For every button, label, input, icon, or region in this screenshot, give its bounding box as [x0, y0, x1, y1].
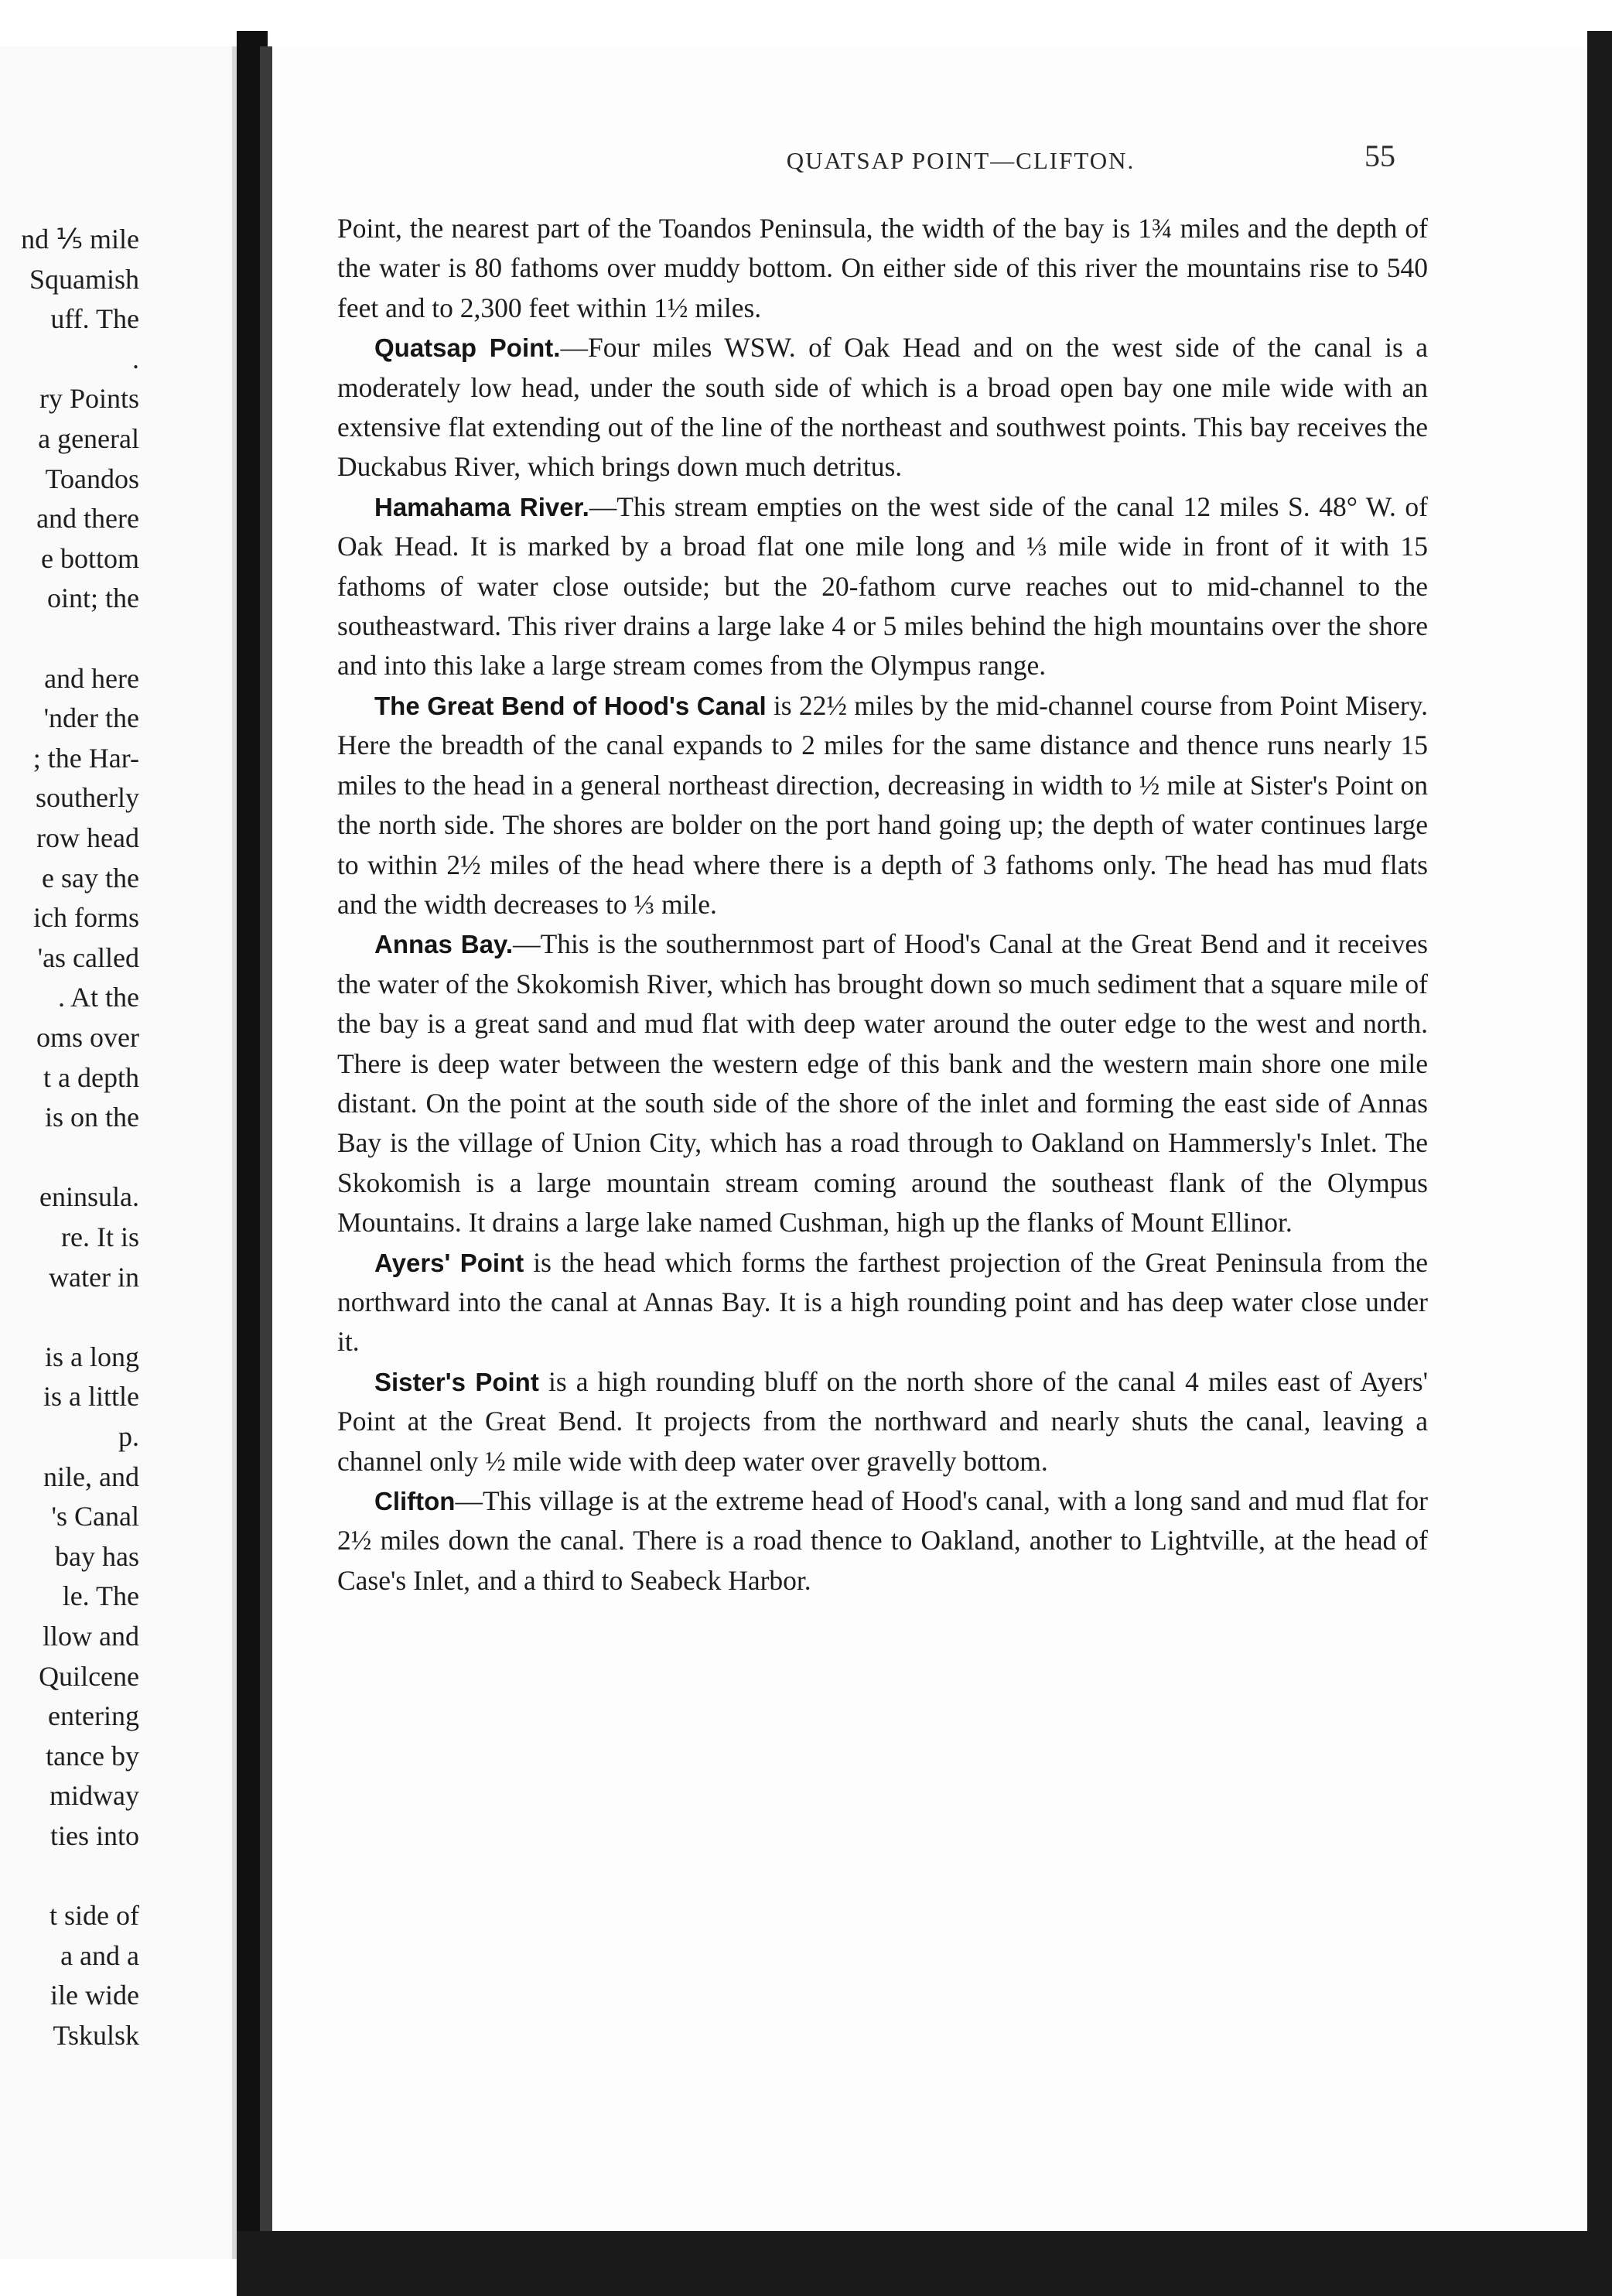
paragraph-ayers-point: [337, 1243, 1428, 1362]
bottom-scan-border: [237, 2231, 1612, 2296]
section-heading: Annas Bay.: [374, 930, 514, 959]
previous-page-line: Tskulsk: [53, 2020, 139, 2051]
binding-shadow: [260, 46, 272, 2259]
previous-page-line: entering: [48, 1700, 139, 1732]
paragraph-text: —Four miles WSW. of Oak Head and on the west side of the canal is a moderately low head, under the south side of which is a broad open bay one mile wide with an extensive flat extending out of the line of the northeast and southwest points. This bay receives the Duckabus River, which brings down much detritus.: [337, 332, 1428, 483]
previous-page-line: re. It is: [61, 1221, 139, 1252]
right-scan-border: [1587, 31, 1612, 2259]
previous-page-line: water in: [49, 1261, 139, 1293]
previous-page-line: is a little: [43, 1381, 139, 1413]
previous-page-line: t side of: [50, 1900, 139, 1932]
page-number: 55: [1364, 138, 1395, 173]
previous-page-line: bay has: [55, 1540, 139, 1572]
previous-page-line: nile, and: [43, 1461, 139, 1492]
previous-page-line: oint; the: [47, 583, 139, 614]
paragraph-text: is a high rounding bluff on the north shore of the canal 4 miles east of Ayers' Point at the Great Bend. It projects from the northward and nearly shuts the canal, leaving a channel only ½ mile wide with deep water over gravelly bottom.: [337, 1365, 1428, 1477]
paragraph-hamahama-river: [337, 487, 1428, 686]
previous-page-line: 'nder the: [43, 702, 139, 734]
running-head: QUATSAP POINT—CLIFTON.: [786, 147, 1136, 174]
paragraph-great-bend: [337, 686, 1428, 924]
body-text: [337, 209, 1428, 1601]
paragraph-quatsap-point: [337, 328, 1428, 487]
previous-page-line: southerly: [36, 782, 139, 814]
previous-page-line: row head: [36, 822, 139, 853]
paragraph-text: is the head which forms the farthest projection of the Great Peninsula from the northward into the canal at Annas Bay. It is a high rounding point and has deep water close under it.: [337, 1246, 1428, 1358]
previous-page-line: a general: [38, 423, 139, 454]
previous-page-line: . At the: [58, 982, 139, 1013]
previous-page-line: is on the: [45, 1102, 139, 1133]
paragraph-text: Point, the nearest part of the Toandos Peninsula, the width of the bay is 1¾ miles and the depth of the water is 80 fathoms over muddy bottom. On either side of this river the mountains rise to 540 feet and to 2,300 feet within 1½ miles.: [337, 213, 1428, 323]
previous-page-line: ; the Har-: [32, 742, 139, 774]
paragraph-text: —This stream empties on the west side of the canal 12 miles S. 48° W. of Oak Head. It is marked by a broad flat one mile long and ⅓ mile wide in front of it with 15 fathoms of water close outside; but the 20-fathom curve reaches out to mid-channel to the southeastward. This river drains a large lake 4 or 5 miles behind the high mountains over the shore and into this lake a large stream comes from the Olympus range.: [337, 490, 1428, 682]
paragraph-annas-bay: [337, 924, 1428, 1242]
previous-page-line: .: [132, 343, 139, 374]
previous-page-line: Quilcene: [39, 1660, 139, 1692]
section-heading: Hamahama River.: [374, 492, 589, 521]
previous-page-line: ry Points: [39, 383, 139, 415]
previous-page-line: uff. The: [50, 303, 139, 335]
section-heading: Quatsap Point.: [374, 333, 561, 363]
previous-page-line: 'as called: [37, 941, 139, 973]
section-heading: Sister's Point: [374, 1367, 539, 1396]
previous-page-line: a and a: [60, 1939, 139, 1971]
paragraph-clifton: [337, 1481, 1428, 1601]
previous-page-line: tance by: [46, 1740, 139, 1772]
previous-page-line: Squamish: [29, 263, 139, 295]
previous-page-line: e say the: [42, 862, 139, 893]
previous-page-line: ties into: [50, 1820, 139, 1851]
section-heading: Clifton: [374, 1487, 456, 1515]
paragraph-text: is 22½ miles by the mid-channel course from Point Misery. Here the breadth of the canal expands to 2 miles for the same distance and thence runs nearly 15 miles to the head in a general northeast direction, decreasing in width to ½ mile at Sister's Point on the north side. The shores are bolder on the port hand going up; the depth of water continues large to within 2½ miles of the head where there is a depth of 3 fathoms only. The head has mud flats and the width decreases to ⅓ mile.: [337, 689, 1428, 920]
previous-page-line: oms over: [36, 1022, 139, 1053]
paragraph-sisters-point: [337, 1362, 1428, 1481]
previous-page-line: and there: [36, 503, 139, 535]
previous-page-fragment: [0, 46, 237, 2259]
previous-page-line: is a long: [45, 1341, 139, 1372]
previous-page-line: eninsula.: [39, 1181, 139, 1213]
previous-page-line: t a depth: [43, 1061, 139, 1093]
paragraph-text: —This is the southernmost part of Hood's Canal at the Great Bend and it receives the water of the Skokomish River, which has brought down so much sediment that a square mile of the bay is a great sand and mud flat with deep water around the outer edge to the west and north. There is deep water between the western edge of this bank and the western main shore one mile distant. On the point at the south side of the shore of the inlet and forming the east side of Annas Bay is the village of Union City, which has a road through to Oakland on Hammersly's Inlet. The Skokomish is a large mountain stream coming around the southeast flank of the Olympus Mountains. It drains a large lake named Cushman, high up the flanks of Mount Ellinor.: [337, 928, 1428, 1239]
paragraph-text: —This village is at the extreme head of Hood's canal, with a long sand and mud flat for 2½ miles down the canal. There is a road thence to Oakland, another to Lightville, at the head of Case's Inlet, and a third to Seabeck Harbor.: [337, 1485, 1428, 1596]
paragraph-continuation: [337, 209, 1428, 328]
previous-page-line: and here: [44, 662, 139, 694]
previous-page-line: 's Canal: [51, 1501, 139, 1532]
previous-page-line: le. The: [62, 1580, 139, 1612]
previous-page-line: ile wide: [50, 1980, 139, 2011]
previous-page-line: e bottom: [41, 542, 139, 574]
section-heading: The Great Bend of Hood's Canal: [374, 691, 767, 720]
page-55: [272, 46, 1587, 2231]
previous-page-line: ich forms: [33, 902, 139, 934]
previous-page-line: nd ⅕ mile: [21, 224, 139, 255]
previous-page-line: Toandos: [45, 463, 139, 494]
previous-page-line: midway: [50, 1780, 139, 1812]
previous-page-line: llow and: [43, 1621, 139, 1652]
previous-page-line: p.: [118, 1421, 139, 1452]
section-heading: Ayers' Point: [374, 1248, 524, 1277]
